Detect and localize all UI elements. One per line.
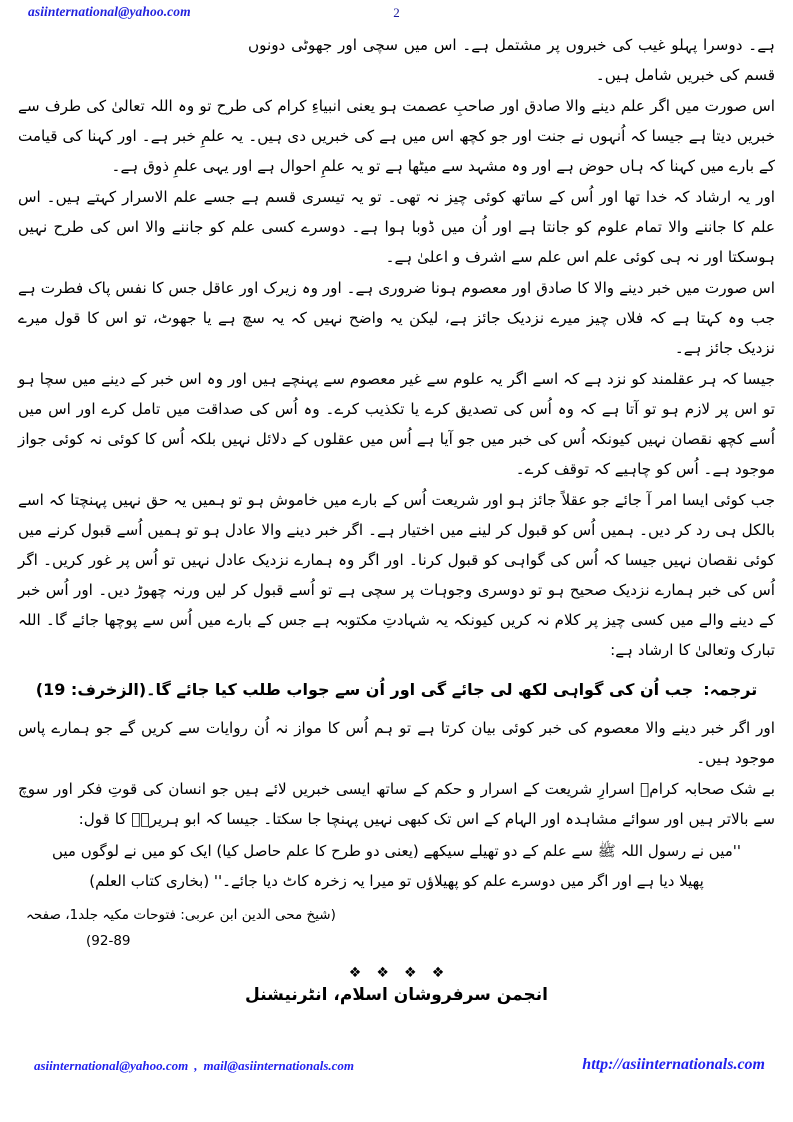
translation-text: جب اُن کی گواہی لکھ لی جائے گی اور اُن سے جواب طلب کیا جائے گا۔	[146, 680, 694, 699]
body-paragraph: اس صورت میں اگر علم دینے والا صادق اور صاحبِ عصمت ہو یعنی انبیاءِ کرام کی طرح تو وہ اللہ تعالیٰ کی طرف سے خبریں دیتا ہے جیسا کہ اُنہوں نے جنت اور جو کچھ اس میں ہے کی خبریں دی ہیں۔ یہ علمِ خبر ہے۔ اور کہنا کی قیامت کے بارے میں کہنا کہ ہاں حوض ہے اور وہ مشہد سے میٹھا ہے تو یہ علمِ احوال ہے اور یہی علمِ ذوق ہے۔	[18, 97, 775, 175]
footer-email-separator: ,	[194, 1058, 198, 1073]
footer-email-primary[interactable]: asiinternational@yahoo.com	[34, 1058, 189, 1073]
page-number: 2	[393, 5, 400, 20]
footer-email-secondary[interactable]: mail@asiinternationals.com	[203, 1058, 355, 1073]
document-body	[18, 30, 775, 1052]
body-paragraph: اور یہ ارشاد کہ خدا تھا اور اُس کے ساتھ کوئی چیز نہ تھی۔ تو یہ تیسری قسم ہے جسے علم الاسرار کہتے ہیں۔ اس علم کا جاننے والا تمام علوم کو جانتا ہے اور اُن میں ڈوبا ہوا ہے۔ دوسرے کسی علم کو جاننے والا اس کی طرح نہیں ہوسکتا اور نہ ہی کوئی علم اس علم سے اشرف و اعلیٰ ہے۔	[18, 188, 775, 266]
citation-line-primary: (شیخ محی الدین ابن عربی: فتوحات مکیہ جلد1، صفحہ	[26, 907, 336, 923]
organization-name: انجمن سرفروشان اسلام، انٹرنیشنل	[245, 985, 548, 1005]
header-email-address: asiinternational@yahoo.com	[28, 4, 191, 19]
ornament-divider	[18, 964, 775, 981]
hadith-quote-line: ''میں نے رسول اللہ ﷺ سے علم کے دو تھیلے سیکھے (یعنی دو طرح کا علم حاصل کیا) ایک کو میں نے لوگوں میں	[51, 842, 742, 860]
page-header	[0, 4, 793, 32]
translation-label: ترجمہ:	[703, 680, 758, 699]
page-footer	[0, 1058, 793, 1082]
quran-translation-line	[18, 675, 775, 705]
hadith-quote-line: پھیلا دیا ہے اور اگر میں دوسرے علم کو پھیلاؤں تو میرا یہ زخرہ کاٹ دیا جائے۔'' (بخاری کتاب العلم)	[89, 872, 704, 890]
body-paragraph: بے شک صحابہ کرامؓ اسرارِ شریعت کے اسرار و حکم کے ساتھ ایسی خبریں لائے ہیں جو انسان کی قوتِ فکر اور سوچ سے بالاتر ہیں اور سوائے مشاہدہ اور الہام کے اس تک کبھی نہیں پہنچا جا سکتا۔ جیسا کہ ابو ہریرہؓ کا قول:	[18, 780, 775, 828]
diamond-ornament-icon: ❖	[348, 965, 362, 981]
diamond-ornament-icon: ❖	[376, 965, 389, 981]
body-paragraph: جیسا کہ ہر عقلمند کو نزد ہے کہ اسے اگر یہ علوم سے غیر معصوم سے پہنچے ہیں اور وہ اس خبر کے دینے میں سچا ہو تو اس پر لازم ہو تو آتا ہے کہ وہ اُس کی تصدیق کرے یا تکذیب کرے۔ وہ اُس کی صداقت میں تامل کرے اور اس میں اُسے کچھ نقصان نہیں کیونکہ اُس کی خبر میں جو آیا ہے اُس میں عقلوں کے دلائل نہیں بلکہ اُس کا کوئی نہ کوئی جواز موجود ہے۔ اُس کو چاہیے کہ توقف کرے۔	[18, 370, 775, 478]
body-paragraph: اس صورت میں خبر دینے والا کا صادق اور معصوم ہونا ضروری ہے۔ اور وہ زیرک اور عاقل جس کا نفس پاک فطرت ہے جب وہ کہتا ہے کہ فلاں چیز میرے نزدیک جائز ہے، لیکن یہ واضح نہیں کہ یہ سچ ہے یا جھوٹ، تو اس کا قول میرے نزدیک جائز ہے۔	[18, 279, 775, 357]
diamond-ornament-icon: ❖	[431, 965, 445, 981]
footer-website-url[interactable]: http://asiinternationals.com	[582, 1056, 765, 1073]
footer-contact-emails	[34, 1058, 354, 1074]
citation-line-pages: 92-89)	[86, 933, 131, 949]
source-citation	[18, 902, 775, 954]
quran-reference: (الزخرف: 19)	[35, 680, 147, 699]
diamond-ornament-icon: ❖	[404, 965, 417, 981]
body-paragraph: جب کوئی ایسا امر آ جائے جو عقلاً جائز ہو اور شریعت اُس کے بارے میں خاموش ہو تو ہمیں یہ حق نہیں پہنچتا کہ اسے بالکل ہی رد کر دیں۔ ہمیں اُس کو قبول کر لینے میں اختیار ہے۔ اگر خبر دینے والا عادل ہو تو ہمیں اُسے قبول کرنے میں کوئی نقصان نہیں جیسا کہ اُس کی گواہی کو قبول کرنا۔ اور اگر وہ ہمارے نزدیک عادل نہیں تو اُس پر غور کریں۔ اگر اُس کی خبر ہمارے نزدیک صحیح ہو تو دوسری وجوہات پر سچی ہے تو اُسے قبول کر لیں ورنہ چھوڑ دیں۔ اور اُس خبر کے دینے والے میں کسی چیز پر کلام نہ کریں کیونکہ یہ شہادتِ مکتوبہ ہے جس کے بارے میں اُس سے پوچھا جائے گا۔ اللہ تبارک وتعالیٰ کا ارشاد ہے:	[18, 491, 775, 659]
hadith-quote	[18, 836, 775, 896]
body-paragraph: اور اگر خبر دینے والا معصوم کی خبر کوئی بیان کرتا ہے تو ہم اُس کا مواز نہ اُن روایات سے کریں گے جو ہمارے پاس موجود ہیں۔	[18, 719, 775, 767]
body-paragraph: ہے۔ دوسرا پہلو غیب کی خبروں پر مشتمل ہے۔ اس میں سچی اور جھوٹی دونوں قسم کی خبریں شامل ہیں۔	[248, 36, 775, 84]
